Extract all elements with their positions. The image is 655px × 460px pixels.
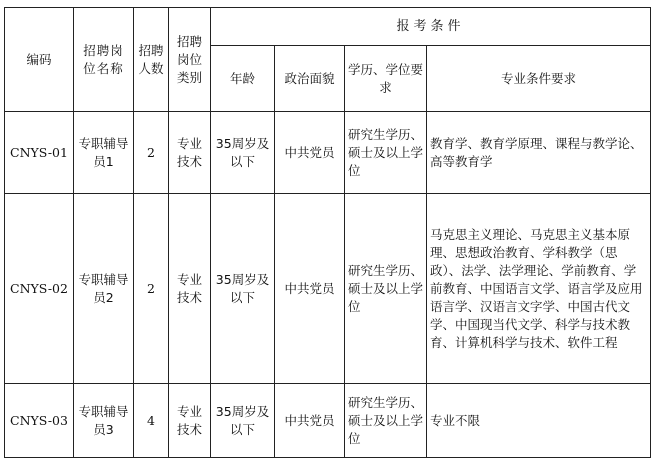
row-major: 马克思主义理论、马克思主义基本原理、思想政治教育、学科教学（思政）、法学、法学理论、学前教育、学前教育、中国语言文学、语言学及应用语言学、汉语言文字学、中国古代文学、中国现当代文学、科学与技术教育、计算机科学与技术、软件工程 (427, 194, 651, 384)
row-political: 中共党员 (275, 112, 345, 194)
header-position-type: 招聘岗位类别 (169, 8, 211, 112)
header-headcount: 招聘人数 (134, 8, 169, 112)
row-position-name: 专职辅导员1 (74, 112, 134, 194)
header-position-name: 招聘岗位名称 (74, 8, 134, 112)
row-position-name: 专职辅导员2 (74, 194, 134, 384)
row-position-type: 专业技术 (169, 112, 211, 194)
row-headcount: 4 (134, 384, 169, 458)
table-row (5, 112, 651, 194)
row-position-name: 专职辅导员3 (74, 384, 134, 458)
header-political: 政治面貌 (275, 46, 345, 112)
row-education: 研究生学历、硕士及以上学位 (345, 384, 427, 458)
row-headcount: 2 (134, 112, 169, 194)
row-major: 专业不限 (427, 384, 651, 458)
row-code: CNYS-03 (5, 384, 74, 458)
row-code: CNYS-01 (5, 112, 74, 194)
row-political: 中共党员 (275, 194, 345, 384)
header-code: 编码 (5, 8, 74, 112)
row-education: 研究生学历、硕士及以上学位 (345, 112, 427, 194)
row-age: 35周岁及以下 (211, 384, 275, 458)
header-conditions-group: 报考条件 (211, 8, 651, 46)
row-age: 35周岁及以下 (211, 112, 275, 194)
row-education: 研究生学历、硕士及以上学位 (345, 194, 427, 384)
header-row-1 (5, 8, 651, 46)
header-major: 专业条件要求 (427, 46, 651, 112)
row-position-type: 专业技术 (169, 384, 211, 458)
row-position-type: 专业技术 (169, 194, 211, 384)
row-code: CNYS-02 (5, 194, 74, 384)
header-education: 学历、学位要求 (345, 46, 427, 112)
row-age: 35周岁及以下 (211, 194, 275, 384)
row-major: 教育学、教育学原理、课程与教学论、高等教育学 (427, 112, 651, 194)
row-headcount: 2 (134, 194, 169, 384)
table-row (5, 194, 651, 384)
recruitment-table (4, 7, 651, 458)
table-row (5, 384, 651, 458)
header-age: 年龄 (211, 46, 275, 112)
row-political: 中共党员 (275, 384, 345, 458)
